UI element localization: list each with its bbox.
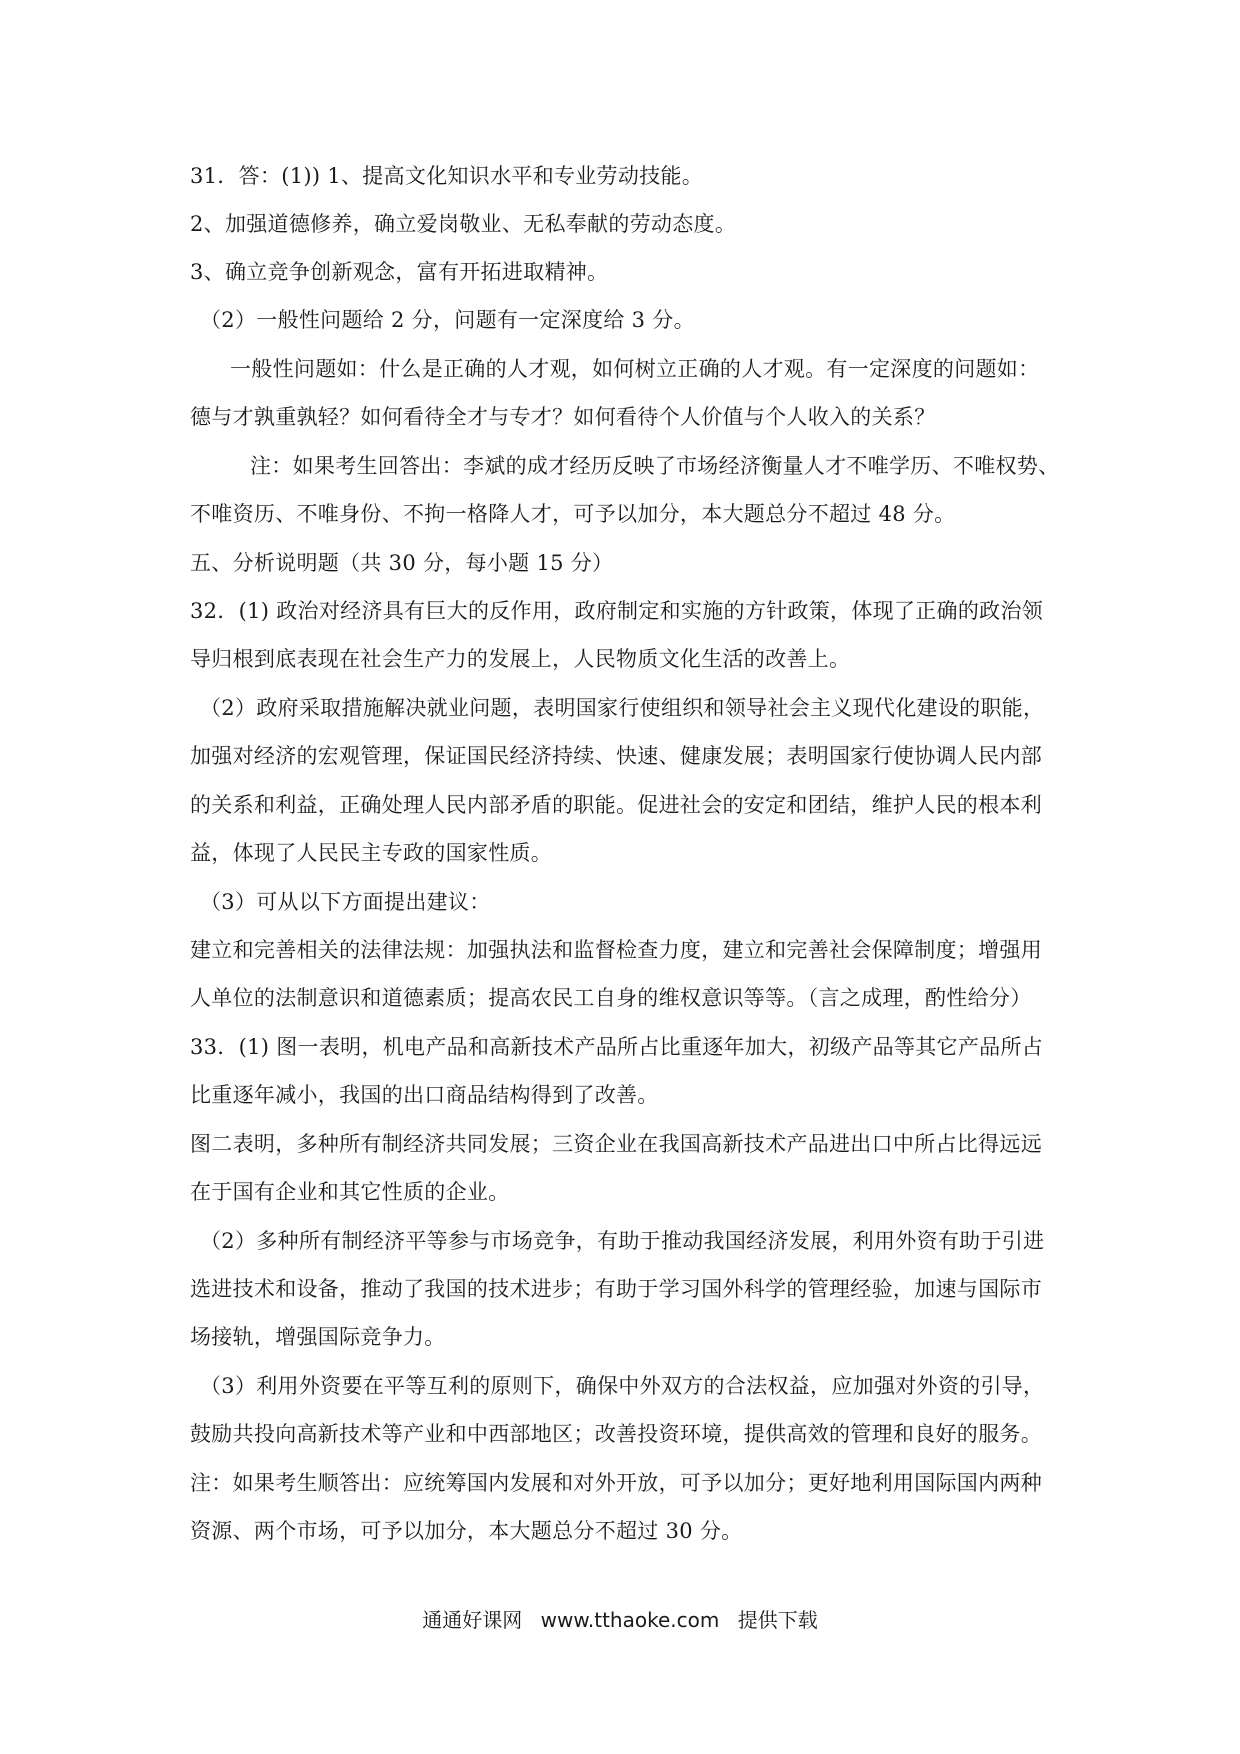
answer-32-part-3: （3）可从以下方面提出建议： <box>200 890 491 914</box>
answer-33-part-3-line-2: 鼓励共投向高新技术等产业和中西部地区；改善投资环境，提供高效的管理和良好的服务。 <box>190 1422 1042 1446</box>
answer-32-part-1-line-2: 导归根到底表现在社会生产力的发展上，人民物质文化生活的改善上。 <box>190 647 851 671</box>
answer-31-note-line-2: 不唯资历、不唯身份、不拘一格降人才，可予以加分，本大题总分不超过 48 分。 <box>190 502 956 526</box>
answer-32-part-2-line-2: 加强对经济的宏观管理，保证国民经济持续、快速、健康发展；表明国家行使协调人民内部 <box>190 744 1042 768</box>
page-footer <box>0 1608 1240 1632</box>
footer-note: 提供下载 <box>737 1608 818 1632</box>
answer-32-suggestion-line-1: 建立和完善相关的法律法规：加强执法和监督检查力度，建立和完善社会保障制度；增强用 <box>190 938 1042 962</box>
answer-31-point-3: 3、确立竞争创新观念，富有开拓进取精神。 <box>190 260 609 284</box>
footer-site-name: 通通好课网 <box>422 1608 523 1632</box>
answer-33-part-2-line-1: （2）多种所有制经济平等参与市场竞争，有助于推动我国经济发展，利用外资有助于引进 <box>200 1229 1045 1253</box>
answer-32-suggestion-line-2: 人单位的法制意识和道德素质；提高农民工自身的维权意识等等。（言之成理，酌性给分） <box>190 986 1032 1010</box>
answer-32-part-2-line-1: （2）政府采取措施解决就业问题，表明国家行使组织和领导社会主义现代化建设的职能， <box>200 696 1045 720</box>
answer-31-part-2: （2）一般性问题给 2 分，问题有一定深度给 3 分。 <box>200 308 695 332</box>
answer-32-part-2-line-3: 的关系和利益，正确处理人民内部矛盾的职能。促进社会的安定和团结，维护人民的根本利 <box>190 793 1042 817</box>
answer-31-point-1: 31．答：(1)) 1、提高文化知识水平和专业劳动技能。 <box>190 164 704 188</box>
answer-33-figure-2-line-2: 在于国有企业和其它性质的企业。 <box>190 1180 510 1204</box>
footer-url[interactable]: www.tthaoke.com <box>540 1608 720 1632</box>
answer-31-point-2: 2、加强道德修养，确立爱岗敬业、无私奉献的劳动态度。 <box>190 212 737 236</box>
answer-33-part-1-line-1: 33．(1) 图一表明，机电产品和高新技术产品所占比重逐年加大，初级产品等其它产品所占 <box>190 1035 1044 1059</box>
answer-32-part-1-line-1: 32．(1) 政治对经济具有巨大的反作用，政府制定和实施的方针政策，体现了正确的政治领 <box>190 599 1044 623</box>
answer-32-part-2-line-4: 益，体现了人民民主专政的国家性质。 <box>190 841 553 865</box>
answer-33-note-line-2: 资源、两个市场，可予以加分，本大题总分不超过 30 分。 <box>190 1519 743 1543</box>
answer-33-part-3-line-1: （3）利用外资要在平等互利的原则下，确保中外双方的合法权益，应加强对外资的引导， <box>200 1374 1045 1398</box>
answer-33-figure-2-line-1: 图二表明，多种所有制经济共同发展；三资企业在我国高新技术产品进出口中所占比得远远 <box>190 1132 1042 1156</box>
answer-33-part-2-line-3: 场接轨，增强国际竞争力。 <box>190 1325 446 1349</box>
answer-31-example-line-1: 一般性问题如：什么是正确的人才观，如何树立正确的人才观。有一定深度的问题如： <box>230 357 1040 381</box>
answer-33-note-line-1: 注：如果考生顺答出：应统筹国内发展和对外开放，可予以加分；更好地利用国际国内两种 <box>190 1471 1042 1495</box>
answer-31-note-line-1: 注：如果考生回答出：李斌的成才经历反映了市场经济衡量人才不唯学历、不唯权势、 <box>250 454 1060 478</box>
answer-33-part-2-line-2: 选进技术和设备，推动了我国的技术进步；有助于学习国外科学的管理经验，加速与国际市 <box>190 1277 1042 1301</box>
answer-33-part-1-line-2: 比重逐年减小，我国的出口商品结构得到了改善。 <box>190 1083 659 1107</box>
section-5-heading: 五、分析说明题（共 30 分，每小题 15 分） <box>190 551 614 575</box>
answer-31-example-line-2: 德与才孰重孰轻？如何看待全才与专才？如何看待个人价值与个人收入的关系？ <box>190 405 936 429</box>
